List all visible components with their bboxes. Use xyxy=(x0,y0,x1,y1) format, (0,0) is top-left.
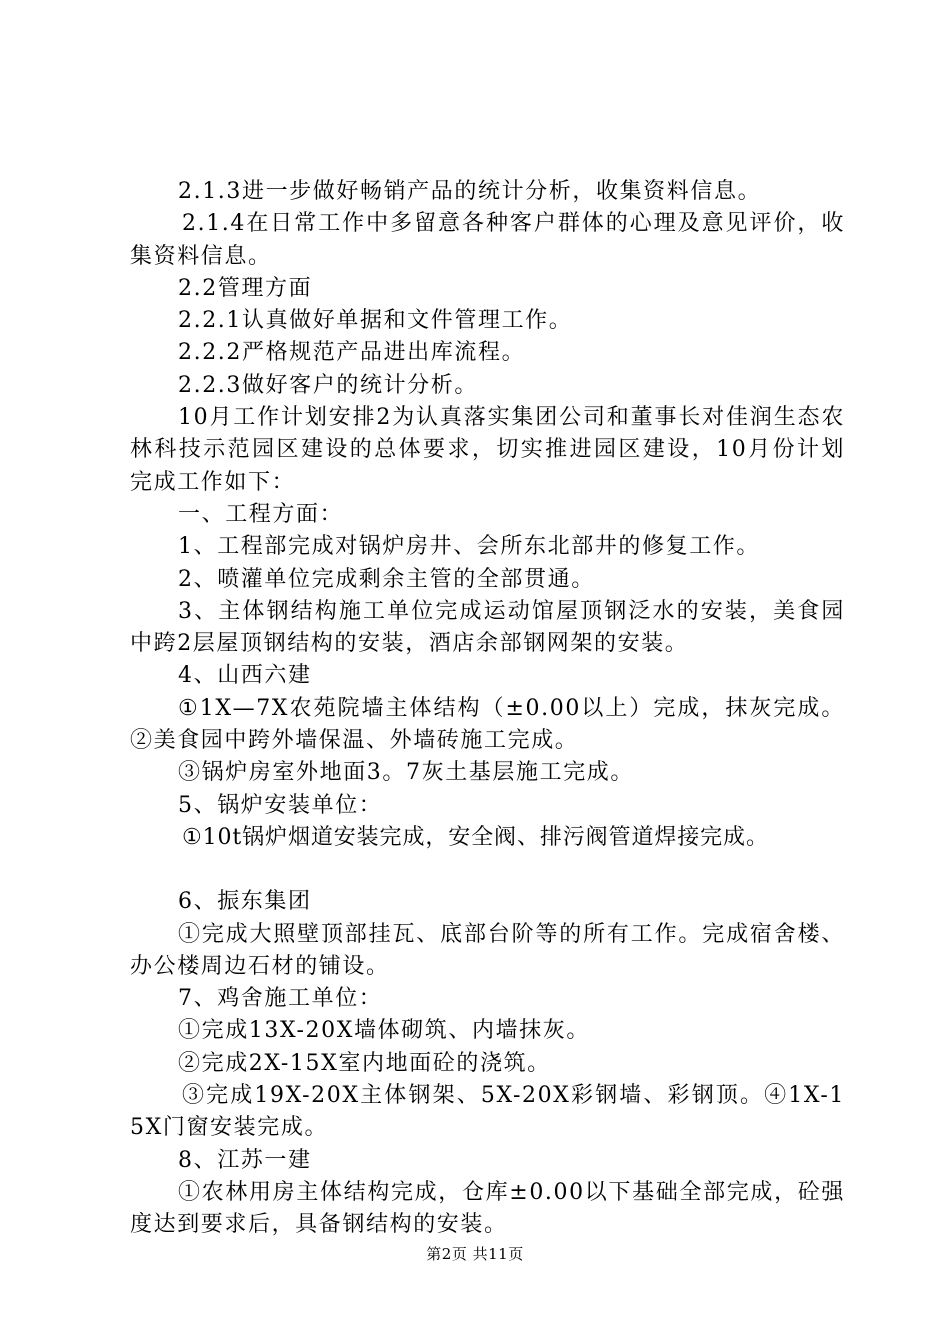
item-2: 2、喷灌单位完成剩余主管的全部贯通。 xyxy=(178,566,595,592)
item-4-detail-1: ①1X—7X农苑院墙主体结构（±0.00以上）完成，抹灰完成。②美食园中跨外墙保温、外墙砖施工完成。 xyxy=(130,695,845,754)
paragraph-2-1-3: 2.1.3进一步做好畅销产品的统计分析，收集资料信息。 xyxy=(178,179,762,204)
heading-2-2: 2.2管理方面 xyxy=(178,275,313,301)
item-6-detail: ①完成大照壁顶部挂瓦、底部台阶等的所有工作。完成宿舍楼、办公楼周边石材的铺设。 xyxy=(130,921,845,979)
item-3: 3、主体钢结构施工单位完成运动馆屋顶钢泛水的安装，美食园中跨2层屋顶钢结构的安装，酒店余部钢网架的安装。 xyxy=(130,598,845,657)
item-7-detail-3: ③完成19X-20X主体钢架、5X-20X彩钢墙、彩钢顶。④1X-15X门窗安装完成。 xyxy=(130,1083,845,1141)
item-7-detail-2: ②完成2X-15X室内地面砼的浇筑。 xyxy=(178,1050,551,1076)
document-body xyxy=(130,176,845,1242)
heading-engineering: 一、工程方面： xyxy=(178,501,344,527)
paragraph-2-2-3: 2.2.3做好客户的统计分析。 xyxy=(178,372,478,398)
paragraph-october-plan: 10月工作计划安排2为认真落实集团公司和董事长对佳润生态农林科技示范园区建设的总体要求，切实推进园区建设，10月份计划完成工作如下： xyxy=(130,405,845,495)
paragraph-2-2-1: 2.2.1认真做好单据和文件管理工作。 xyxy=(178,308,573,334)
blank-line xyxy=(130,854,845,886)
item-7-detail-1: ①完成13X-20X墙体砌筑、内墙抹灰。 xyxy=(178,1018,590,1044)
item-4-detail-2: ③锅炉房室外地面3。7灰土基层施工完成。 xyxy=(178,760,634,786)
paragraph-2-2-2: 2.2.2严格规范产品进出库流程。 xyxy=(178,340,526,366)
item-1: 1、工程部完成对锅炉房井、会所东北部井的修复工作。 xyxy=(178,534,760,560)
item-5-detail: ①10t锅炉烟道安装完成，安全阀、排污阀管道焊接完成。 xyxy=(182,824,769,850)
item-4-heading: 4、山西六建 xyxy=(178,663,312,689)
item-8-heading: 8、江苏一建 xyxy=(178,1147,312,1173)
page-footer: 第2页 共11页 xyxy=(426,1245,524,1263)
item-6-heading: 6、振东集团 xyxy=(178,889,312,915)
item-8-detail: ①农林用房主体结构完成，仓库±0.00以下基础全部完成，砼强度达到要求后，具备钢结构的安装。 xyxy=(130,1179,845,1238)
item-5-heading: 5、锅炉安装单位： xyxy=(178,792,383,818)
paragraph-2-1-4: 2.1.4在日常工作中多留意各种客户群体的心理及意见评价，收集资料信息。 xyxy=(130,211,845,269)
item-7-heading: 7、鸡舍施工单位： xyxy=(178,986,383,1012)
